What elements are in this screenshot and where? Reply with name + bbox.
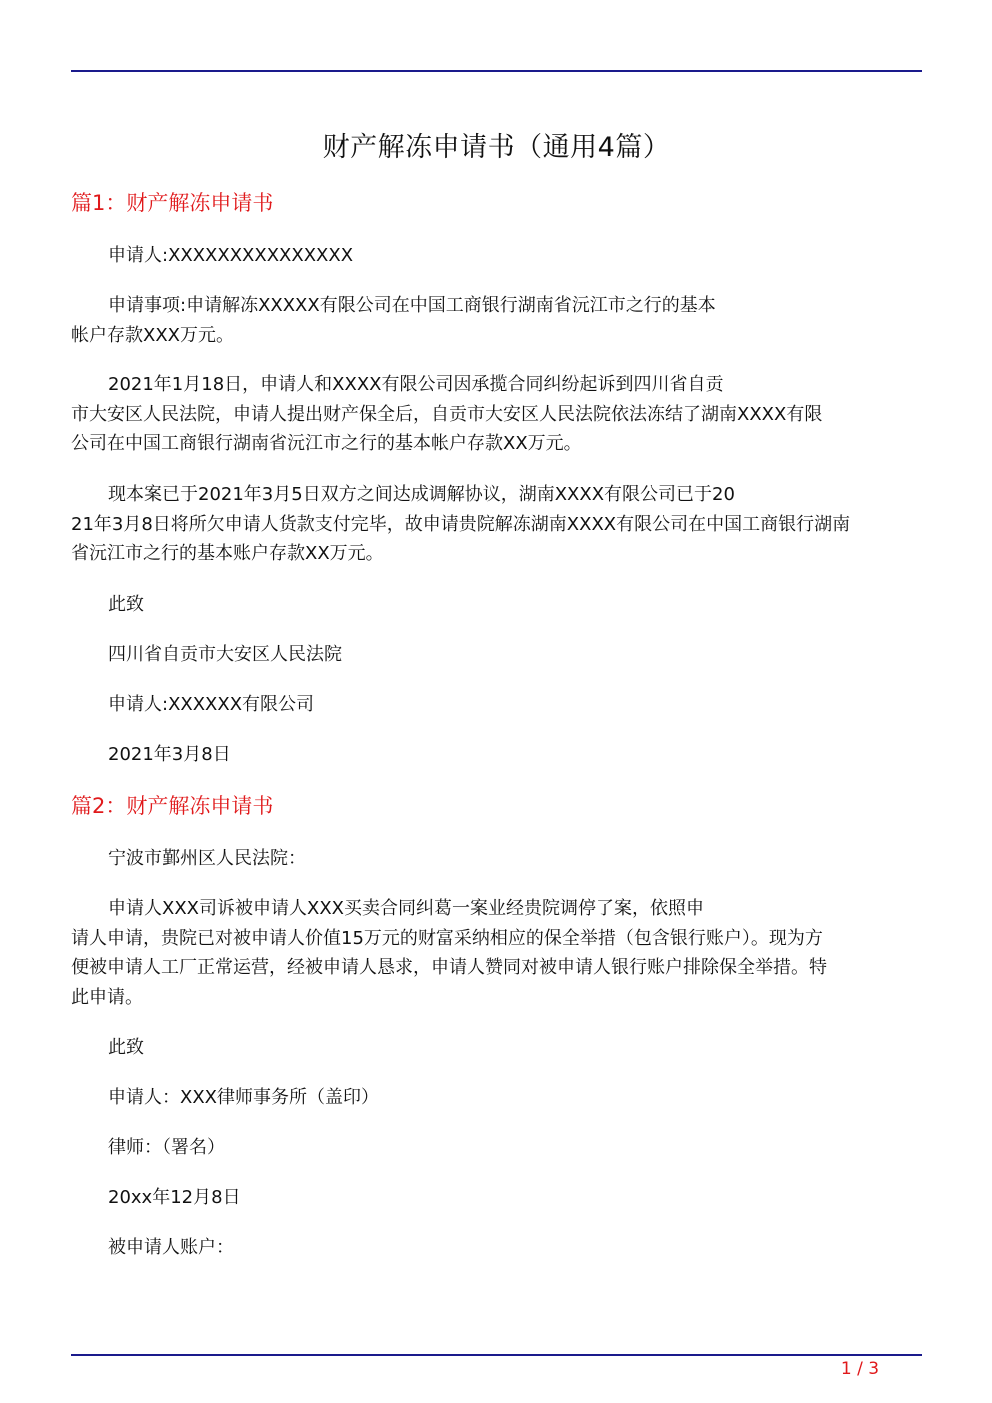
piece2-body-line-4: 此申请。 bbox=[71, 986, 143, 1008]
header-rule bbox=[71, 70, 922, 72]
section-heading-1: 篇1：财产解冻申请书 bbox=[71, 191, 274, 215]
piece1-request bbox=[71, 480, 922, 569]
document-title: 财产解冻申请书（通用4篇） bbox=[322, 132, 671, 163]
piece1-request-line-3: 省沅江市之行的基本账户存款XX万元。 bbox=[71, 543, 384, 564]
piece2-addressee-line: 宁波市鄞州区人民法院： bbox=[108, 848, 306, 869]
piece2-body-line-2: 请人申请，贵院已对被申请人价值15万元的财富采纳相应的保全举措（包含银行账户）。现为方 bbox=[71, 927, 823, 949]
piece1-facts-line-3: 公司在中国工商银行湖南省沅江市之行的基本帐户存款XX万元。 bbox=[71, 433, 582, 454]
piece1-facts bbox=[71, 370, 922, 459]
piece1-salutation-line: 此致 bbox=[108, 594, 144, 615]
piece2-applicant bbox=[71, 1083, 922, 1113]
piece1-matter bbox=[71, 291, 922, 350]
section-heading-2: 篇2：财产解冻申请书 bbox=[71, 794, 274, 818]
piece1-date-line: 2021年3月8日 bbox=[108, 744, 231, 765]
piece1-facts-line-2: 市大安区人民法院，申请人提出财产保全后，自贡市大安区人民法院依法冻结了湖南XXXX有限 bbox=[71, 403, 823, 425]
piece1-salutation bbox=[71, 590, 922, 620]
piece2-addressee bbox=[71, 844, 922, 874]
page-number: 1 / 3 bbox=[840, 1359, 880, 1379]
piece1-matter-line-2: 帐户存款XXX万元。 bbox=[71, 324, 234, 346]
piece2-date-line: 20xx年12月8日 bbox=[108, 1187, 241, 1208]
piece1-request-line-1: 现本案已于2021年3月5日双方之间达成调解协议，湖南XXXX有限公司已于20 bbox=[108, 484, 735, 505]
piece1-date bbox=[71, 740, 922, 770]
piece1-request-line-2: 21年3月8日将所欠申请人货款支付完毕，故申请贵院解冻湖南XXXX有限公司在中国工商银行湖南 bbox=[71, 513, 851, 535]
piece2-body-line-3: 便被申请人工厂正常运营，经被申请人恳求，申请人赞同对被申请人银行账户排除保全举措。特 bbox=[71, 957, 827, 978]
piece1-court bbox=[71, 640, 922, 670]
piece2-date bbox=[71, 1183, 922, 1213]
piece1-signature-line: 申请人:XXXXXX有限公司 bbox=[108, 694, 315, 715]
piece1-facts-line-1: 2021年1月18日，申请人和XXXX有限公司因承揽合同纠纷起诉到四川省自贡 bbox=[108, 374, 724, 395]
piece2-body-line-1: 申请人XXX司诉被申请人XXX买卖合同纠葛一案业经贵院调停了案，依照申 bbox=[108, 898, 704, 919]
piece2-body bbox=[71, 894, 922, 1012]
piece2-account bbox=[71, 1233, 922, 1263]
piece2-applicant-line: 申请人：XXX律师事务所（盖印） bbox=[108, 1087, 379, 1108]
piece1-signature bbox=[71, 690, 922, 720]
piece2-lawyer-line: 律师：（署名） bbox=[108, 1137, 225, 1158]
piece2-lawyer bbox=[71, 1133, 922, 1163]
piece2-salutation-line: 此致 bbox=[108, 1037, 144, 1058]
footer-rule bbox=[71, 1354, 922, 1356]
piece1-matter-line-1: 申请事项:申请解冻XXXXX有限公司在中国工商银行湖南省沅江市之行的基本 bbox=[108, 295, 716, 316]
piece1-applicant bbox=[71, 241, 922, 271]
piece1-applicant-line: 申请人:XXXXXXXXXXXXXXX bbox=[108, 245, 354, 266]
piece2-salutation bbox=[71, 1033, 922, 1063]
piece1-court-line: 四川省自贡市大安区人民法院 bbox=[108, 644, 342, 665]
piece2-account-line: 被申请人账户： bbox=[108, 1237, 234, 1258]
